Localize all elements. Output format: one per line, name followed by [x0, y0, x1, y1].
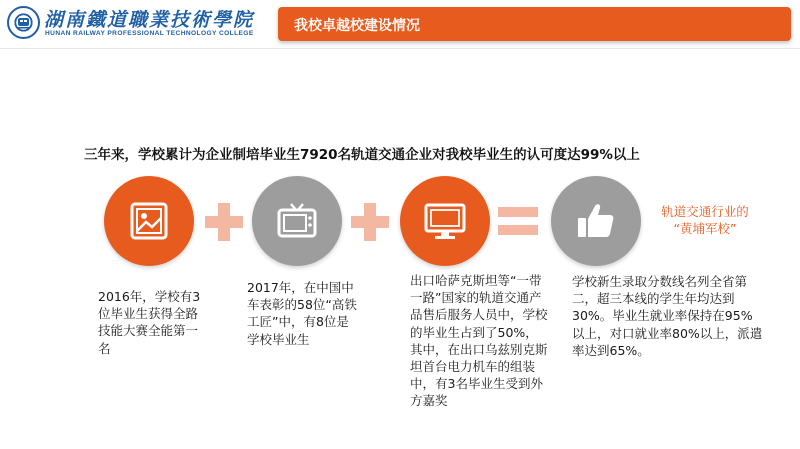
achievement-text-1: 2016年，学校有3位毕业生获得全路技能大赛全能第一名	[98, 289, 201, 356]
plus-sign-1	[205, 203, 243, 241]
header-bar	[0, 0, 800, 50]
result-label-line-2: “黄埔军校”	[673, 221, 737, 236]
school-name-en: HUNAN RAILWAY PROFESSIONAL TECHNOLOGY COLLEGE	[45, 30, 254, 37]
thumbs-up-icon	[573, 198, 619, 244]
tv-icon	[274, 198, 320, 244]
achievement-text-4: 学校新生录取分数线名列全省第二，超三本线的学生年均达到30%。毕业生就业率保持在95%以上，对口就业率80%以上，派遣率达到65%。	[572, 274, 763, 358]
header-divider	[0, 48, 800, 49]
school-logo	[7, 6, 40, 39]
achievement-text-2: 2017年，在中国中车表彰的58位“高铁工匠”中，有8位是学校毕业生	[247, 280, 357, 347]
result-label	[650, 203, 760, 237]
school-name-cn: 湖南鐵道職業技術學院	[44, 9, 255, 31]
achievement-circle-1	[104, 176, 194, 266]
equals-sign	[498, 207, 538, 237]
slide-title: 我校卓越校建设情况	[294, 18, 420, 34]
achievement-text-3: 出口哈萨克斯坦等“一带一路”国家的轨道交通产品售后服务人员中，学校的毕业生占到了50%，其中，在出口乌兹别克斯坦首台电力机车的组装中，有3名毕业生受到外方嘉奖	[410, 273, 548, 409]
achievement-circle-2	[252, 176, 342, 266]
monitor-icon	[422, 198, 468, 244]
achievement-circle-3	[400, 176, 490, 266]
train-emblem-icon	[13, 12, 34, 33]
plus-sign-2	[351, 203, 389, 241]
image-icon	[126, 198, 172, 244]
result-label-line-1: 轨道交通行业的	[661, 204, 749, 219]
achievement-circle-4	[551, 176, 641, 266]
slide-title-banner	[278, 7, 791, 41]
intro-statement: 三年来，学校累计为企业制培毕业生7920名轨道交通企业对我校毕业生的认可度达99%以上	[84, 147, 640, 163]
